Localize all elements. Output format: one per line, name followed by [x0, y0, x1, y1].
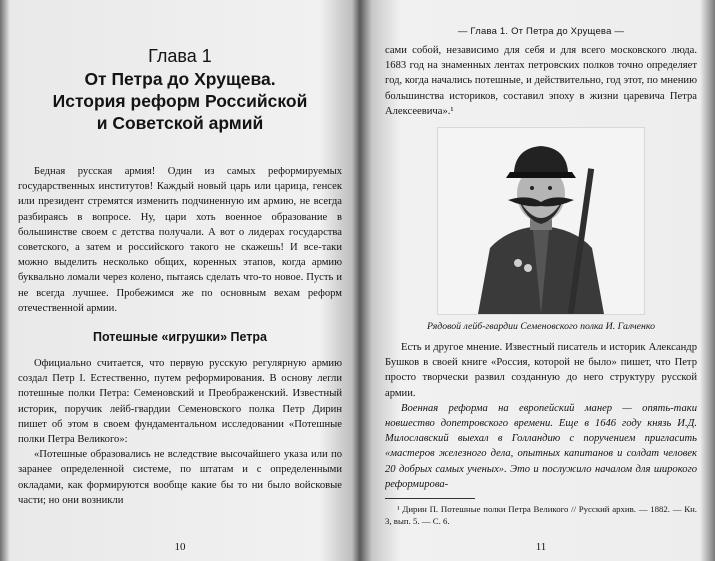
running-head: — Глава 1. От Петра до Хрущева — [457, 26, 625, 37]
page-number-left: 10 [174, 541, 186, 553]
body-paragraph: Есть и другое мнение. Известный писатель и историк Александр Бушков в своей книге «Россия, которой не было» пишет, что Петр просто творчески развил созданную до него структуру русской армии. [385, 342, 697, 399]
body-paragraph: Официально считается, что первую русскую регулярную армию создал Петр I. Естественно, путем реформирования. В основу легли потешные полки Петра: Семеновский и Преображенский. Известный историк, поручик лейб-гвардии Семеновского полка Петр Дирин пишет об этом в своем фундаментальном исследовании «Потешные полки Петра Великого»: [18, 358, 342, 446]
chapter-title-line: История реформ Российской [52, 91, 308, 111]
chapter-title-line: От Петра до Хрущева. [84, 69, 276, 89]
chapter-title [18, 68, 342, 134]
chapter-label: Глава 1 [148, 46, 212, 66]
figure-portrait [437, 127, 645, 315]
left-page [18, 0, 342, 561]
continuation-paragraph: сами собой, независимо для себя и для всего московского люда. 1683 год на знаменных лентах петровских полков точно определяет год, когда начались потешные, и действительно, год этот, по мнению большинства историков, составил эпоху в жизни царевича Петра Алексеевича».¹ [385, 45, 697, 117]
section-title: Потешные «игрушки» Петра [93, 330, 267, 345]
figure-caption: Рядовой лейб-гвардии Семеновского полка И. Галченко [426, 321, 655, 333]
intro-paragraph: Бедная русская армия! Один из самых реформируемых государственных институтов! Каждый новый царь или царица, генсек или президент стремятся изменить подчиненную им армию, не всегда разбираясь в вопросе. Ну, цари хоть военное образование в большинстве своем с детства получали. А вот о лидерах государства советского, а затем и российского такого не скажешь! И все-таки можно выделить несколько общих, коренных этапов, когда армию буквально ломали через колено, пытаясь сделать что-то новое. Пусть и не всегда лучшее. Пробежимся же по основным вехам реформ отечественной армии. [18, 166, 342, 314]
portrait-soldier-icon [438, 128, 644, 314]
italic-paragraph: Военная реформа на европейский манер — опять-таки новшество допетровского времени. Еще в 1646 году князь И.Д. Милославский выехал в Голландию с поручением пригласить «мастеров железного дела, опытных капитанов и солдат человек 20 добрых самых ученых». Это и послужило началом для широкого реформирова- [385, 402, 697, 490]
footnote: ¹ Дирин П. Потешные полки Петра Великого // Русский архив. — 1882. — Кн. 3, вып. 5. — С. 6. [385, 504, 697, 527]
right-page [385, 0, 697, 561]
page-number-right: 11 [535, 541, 547, 553]
chapter-title-line: и Советской армий [96, 113, 264, 133]
footnote-divider [385, 498, 475, 499]
quote-paragraph: «Потешные образовались не вследствие высочайшего указа или по заранее определенной системе, по штатам и с определенными окладами, как формируются вообще какие бы то ни было войсковые части; но они возникли [18, 449, 342, 506]
